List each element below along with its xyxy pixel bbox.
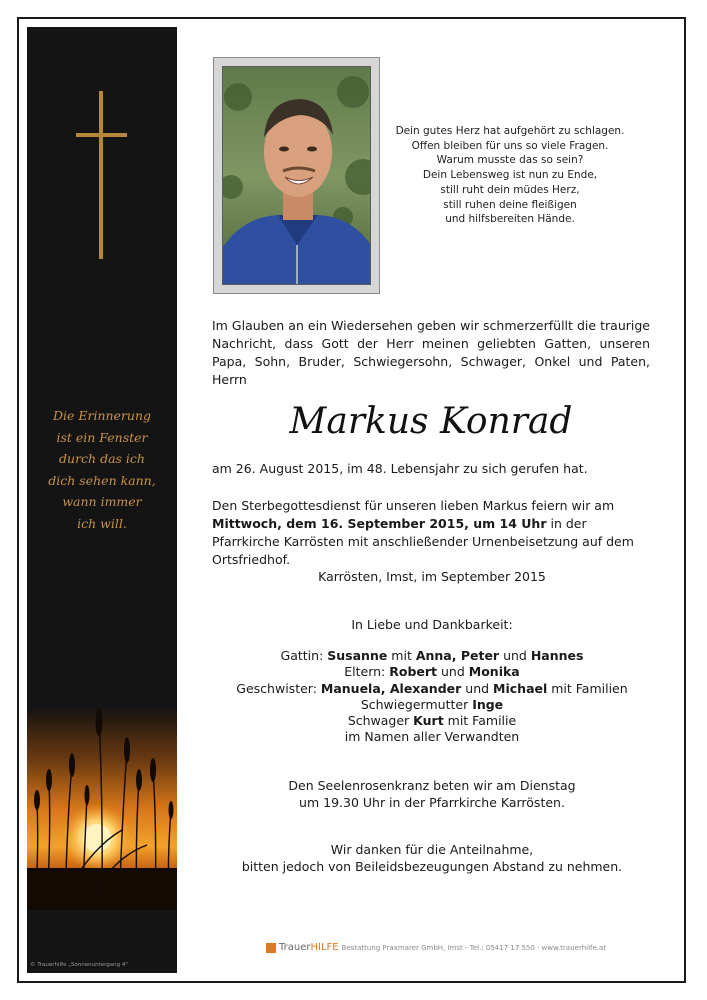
family-line-brother-in-law: Schwager Kurt mit Familie [347, 713, 517, 729]
rosary-line: Den Seelenrosenkranz beten wir am Dienstag [288, 778, 576, 793]
place-date: Karrösten, Imst, im September 2015 [318, 569, 546, 584]
brand-name: TrauerHILFE [279, 942, 339, 953]
cross-icon [99, 91, 103, 259]
service-text-end: in der Pfarrkirche Karrösten mit anschließender Urnenbeisetzung auf dem Ortsfriedhof. [212, 516, 634, 567]
family-list [212, 648, 652, 746]
poem-line: Dein Lebensweg ist nun zu Ende, [422, 169, 598, 182]
love-heading: In Liebe und Dankbarkeit: [351, 617, 513, 632]
copyright-note: © Trauerhilfe „Sonnenuntergang 4" [30, 962, 128, 968]
poem-line: Offen bleiben für uns so viele Fragen. [411, 139, 609, 152]
family-line-relatives: im Namen aller Verwandten [344, 729, 520, 745]
quote-line: Die Erinnerung [52, 408, 152, 423]
sunset-reeds-image [27, 710, 177, 910]
portrait-photo [222, 66, 371, 285]
service-date: Mittwoch, dem 16. September 2015, um 14 Uhr [212, 516, 547, 531]
poem-line: Warum musste das so sein? [436, 154, 584, 167]
rosary-line: um 19.30 Uhr in der Pfarrkirche Karrösten. [299, 795, 565, 810]
intro-paragraph: Im Glauben an ein Wiedersehen geben wir schmerzerfüllt die traurige Nachricht, dass Gott der Herr meinen geliebten Gatten, unseren Papa, Sohn, Bruder, Schwiegersohn, Schwager, Onkel und Paten, Herrn [212, 318, 650, 387]
poem-line: still ruht dein müdes Herz, [440, 183, 580, 196]
imprint-details: Bestattung Praxmarer GmbH, Imst - Tel.: 05417 17 550 · www.trauerhilfe.at [341, 943, 607, 952]
family-line-spouse: Gattin: Susanne mit Anna, Peter und Hannes [280, 648, 584, 663]
poem [392, 124, 628, 227]
poem-line: und hilfsbereiten Hände. [445, 213, 575, 226]
poem-line: still ruhen deine fleißigen [443, 198, 577, 211]
sidebar-quote [27, 405, 177, 534]
quote-line: ich will. [77, 515, 127, 531]
poem-line: Dein gutes Herz hat aufgehört zu schlagen. [395, 125, 625, 137]
funeral-service-paragraph [212, 497, 654, 569]
quote-line: ist ein Fenster [56, 429, 148, 445]
quote-line: wann immer [62, 494, 142, 509]
quote-line: durch das ich [59, 451, 145, 466]
portrait-frame [213, 57, 380, 294]
quote-line: dich sehen kann, [48, 472, 156, 488]
rosary-notice [212, 777, 652, 811]
family-line-parents: Eltern: Robert und Monika [344, 664, 520, 680]
footer-imprint [266, 942, 666, 956]
thanks-notice [212, 841, 652, 875]
service-text: Den Sterbegottesdienst für unseren lieben Markus feiern wir am [212, 498, 615, 513]
family-line-siblings: Geschwister: Manuela, Alexander und Michael mit Familien [236, 680, 628, 696]
cross-icon-bar [76, 133, 127, 137]
deceased-name: Markus Konrad [289, 401, 573, 442]
family-line-mother-in-law: Schwiegermutter Inge [360, 696, 504, 712]
thanks-line: bitten jedoch von Beileidsbezeugungen Abstand zu nehmen. [241, 859, 623, 874]
death-date-line: am 26. August 2015, im 48. Lebensjahr zu sich gerufen hat. [212, 461, 588, 476]
thanks-line: Wir danken für die Anteilnahme, [330, 842, 534, 857]
brand-logo-icon [266, 943, 276, 953]
